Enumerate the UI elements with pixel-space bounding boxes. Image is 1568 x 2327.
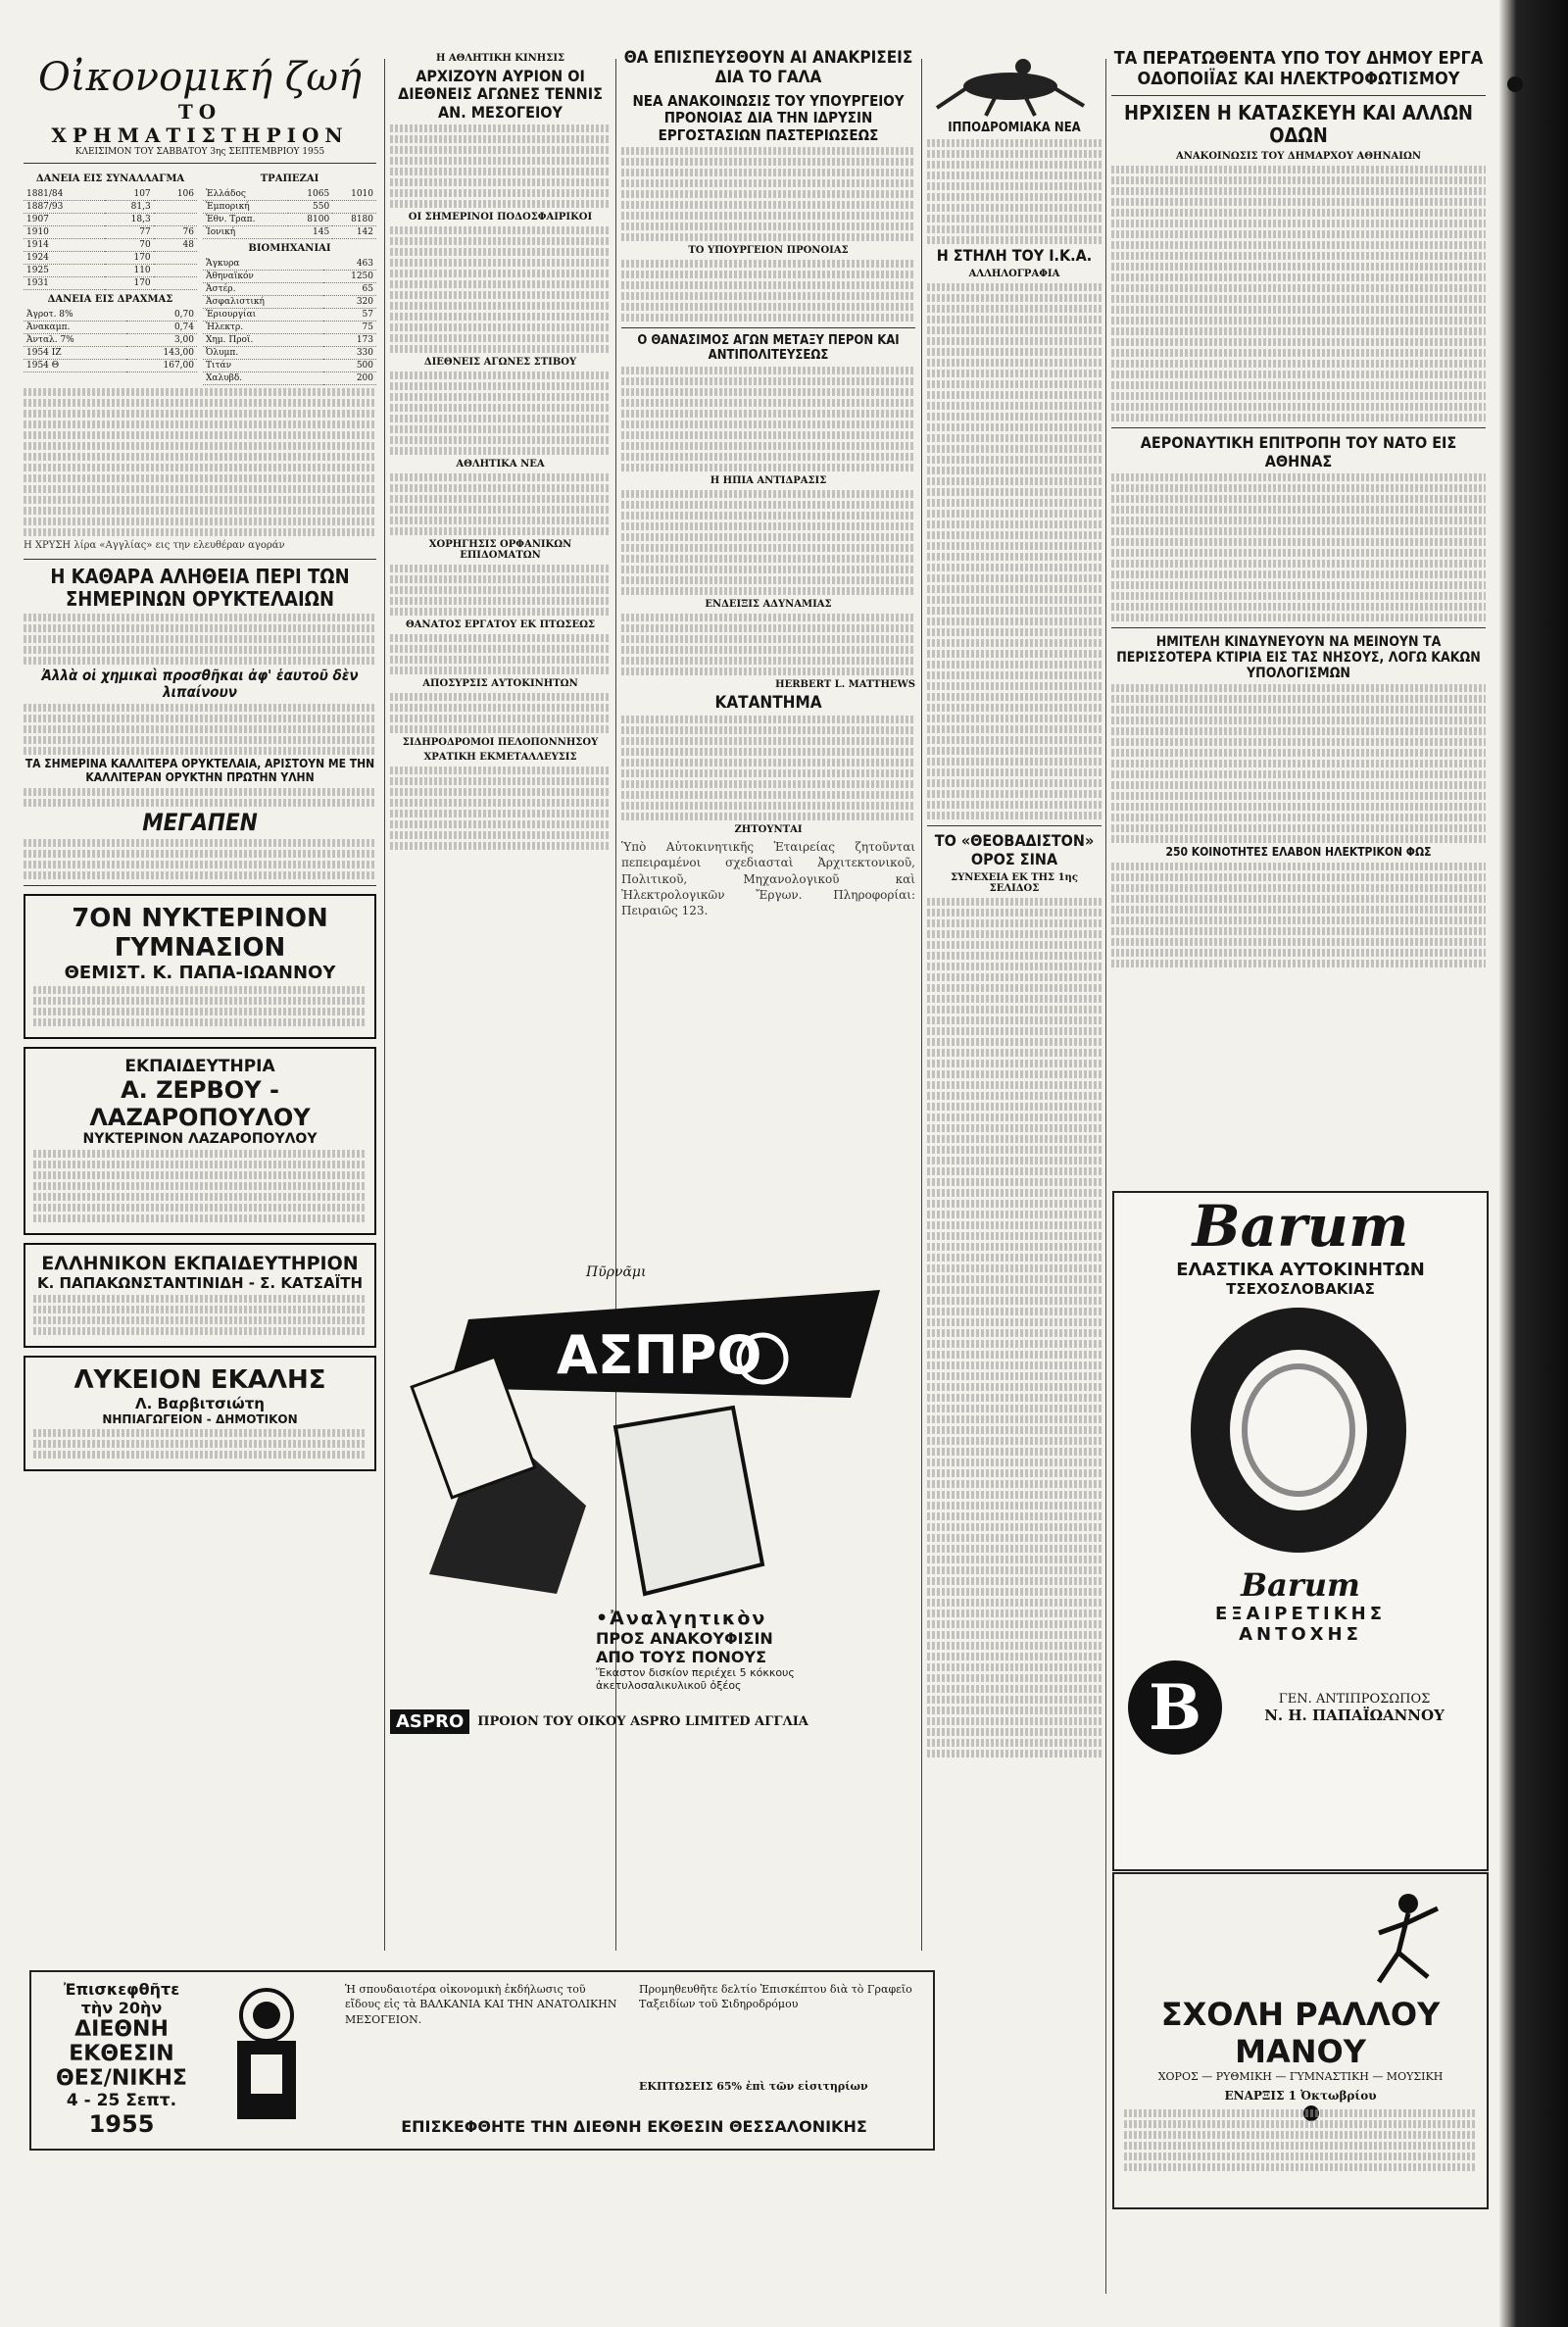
fair-line: 1955 <box>88 2110 155 2138</box>
ad-night-gym <box>24 894 376 1039</box>
barum-subtitle: ΤΣΕΧΟΣΛΟΒΑΚΙΑΣ <box>1226 1280 1375 1298</box>
ad-subtitle: ΝΥΚΤΕΡΙΝΟΝ ΛΑΖΑΡΟΠΟΥΛΟΥ <box>82 1131 318 1148</box>
aspro-line: •Ἀναλγητικὸν <box>596 1608 767 1629</box>
barum-tagline: ΑΝΤΟΧΗΣ <box>1239 1624 1362 1645</box>
article-headline: ΝΕΑ ΑΝΑΚΟΙΝΩΣΙΣ ΤΟΥ ΥΠΟΥΡΓΕΙΟΥ ΠΡΟΝΟΙΑΣ ΔΙΑ ΤΗΝ ΙΔΡΥΣΙΝ ΕΡΓΟΣΤΑΣΙΩΝ ΠΑΣΤΕΡΙΩΣΕΩΣ <box>632 92 905 144</box>
article-headline: ΘΑ ΕΠΙΣΠΕΥΣΘΟΥΝ ΑΙ ΑΝΑΚΡΙΣΕΙΣ ΔΙΑ ΤΟ ΓΑΛΑ <box>623 49 913 87</box>
article-headline: ΚΑΤΑΝΤΗΜΑ <box>714 692 822 713</box>
article-headline: Ο ΘΑΝΑΣΙΜΟΣ ΑΓΩΝ ΜΕΤΑΞΥ ΠΕΡΟΝ ΚΑΙ ΑΝΤΙΠΟΛΙΤΕΥΣΕΩΣ <box>637 332 900 363</box>
horse-rider-icon <box>927 49 1094 118</box>
fair-line: ΘΕΣ/ΝΙΚΗΣ <box>56 2066 187 2091</box>
article-subhead: ΖΗΤΟΥΝΤΑΙ <box>734 824 803 836</box>
barum-brand: Barum <box>1241 1566 1360 1604</box>
ad-title: 7ΟΝ ΝΥΚΤΕΡΙΝΟΝ ΓΥΜΝΑΣΙΟΝ <box>72 904 328 964</box>
rates-table-title: ΤΡΑΠΕΖΑΙ <box>260 173 319 184</box>
fair-line: τὴν 20ὴν <box>80 1999 163 2017</box>
page-dark-edge <box>1499 0 1568 2327</box>
barum-brand: Barum <box>1192 1193 1409 1260</box>
article-headline: ΑΡΧΙΖΟΥΝ ΑΥΡΙΟΝ ΟΙ ΔΙΕΘΝΕΙΣ ΑΓΩΝΕΣ ΤΕΝΝΙΣ ΑΝ. ΜΕΣΟΓΕΙΟΥ <box>398 67 603 122</box>
barum-tagline: ΕΞΑΙΡΕΤΙΚΗΣ <box>1214 1604 1387 1624</box>
article-subhead: ΑΠΟΣΥΡΣΙΣ ΑΥΤΟΚΙΝΗΤΩΝ <box>422 678 578 690</box>
article-headline: ΤΑ ΠΕΡΑΤΩΘΕΝΤΑ ΥΠΟ ΤΟΥ ΔΗΜΟΥ ΕΡΓΑ ΟΔΟΠΟΙΪΑΣ ΚΑΙ ΗΛΕΚΤΡΟΦΩΤΙΣΜΟΥ <box>1113 49 1484 89</box>
article-subhead: ΘΑΝΑΤΟΣ ΕΡΓΑΤΟΥ ΕΚ ΠΤΩΣΕΩΣ <box>405 619 596 631</box>
article-subhead: ΑΛΛΗΛΟΓΡΑΦΙΑ <box>968 269 1060 280</box>
ad-kicker: ΝΗΠΙΑΓΩΓΕΙΟΝ - ΔΗΜΟΤΙΚΟΝ <box>102 1412 298 1427</box>
rates-table: 1881/84 107 106 1887/93 81,3 1907 18,3 1910 77 76 1914 70 48 1924 170 1925 110 1931 170 <box>24 188 197 290</box>
binding-hole <box>1507 76 1523 92</box>
ad-subtitle: ΘΕΜΙΣΤ. Κ. ΠΑΠΑ-ΙΩΑΝΝΟΥ <box>64 963 336 984</box>
brand-logo: ΜΕΓΑΠΕΝ <box>142 808 258 836</box>
article-subhead: Ἀλλὰ οἱ χημικαὶ προσθῆκαι ἀφ' ἑαυτοῦ δὲν λιπαίνουν <box>41 666 359 701</box>
article-subhead: ΧΟΡΗΓΗΣΙΣ ΟΡΦΑΝΙΚΩΝ ΕΠΙΔΟΜΑΤΩΝ <box>428 539 572 562</box>
rates-table-title: ΔΑΝΕΙΑ ΕΙΣ ΔΡΑΧΜΑΣ <box>47 294 173 305</box>
ad-lykeion-ekalis <box>24 1356 376 1471</box>
ad-kicker: ΕΚΠΑΙΔΕΥΤΗΡΙΑ <box>124 1057 275 1077</box>
aspro-brand: ΑΣΠΡΟ <box>557 1324 762 1386</box>
fair-footer: ΕΠΙΣΚΕΦΘΗΤΕ ΤΗΝ ΔΙΕΘΝΗ ΕΚΘΕΣΙΝ ΘΕΣΣΑΛΟΝΙΚΗΣ <box>401 2117 867 2136</box>
fair-line: Ἐπισκεφθῆτε <box>63 1980 180 1999</box>
fair-advertisement <box>29 1970 935 2151</box>
wanted-notice: Ὑπὸ Αὐτοκινητικῆς Ἑταιρείας ζητοῦνται πεπειραμένοι σχεδιασταὶ Ἀρχιτεκτονικοῦ, Πολιτικοῦ, Μηχανολογικοῦ καὶ Ἠλεκτρολογικῶν Ἔργων. Πληροφορίαι: Πειραιῶς 123. <box>621 840 915 918</box>
aspro-line: ΑΠΟ ΤΟΥΣ ΠΟΝΟΥΣ <box>596 1648 767 1666</box>
rates-table: Ἑλλάδος 1065 1010 Ἐμπορική 550 Ἐθν. Τραπ. 8100 8180 Ἰονική 145 142 <box>203 188 376 239</box>
article-subhead: ΣΥΝΕΧΕΙΑ ΕΚ ΤΗΣ 1ης ΣΕΛΙΔΟΣ <box>951 872 1078 895</box>
article-headline: Η ΚΑΘΑΡΑ ΑΛΗΘΕΙΑ ΠΕΡΙ ΤΩΝ ΣΗΜΕΡΙΝΩΝ ΟΡΥΚΤΕΛΑΙΩΝ <box>50 564 350 611</box>
article-headline: Η ΣΤΗΛΗ ΤΟΥ Ι.Κ.Α. <box>936 245 1093 265</box>
aspro-advertisement <box>390 1264 909 1833</box>
byline: HERBERT L. MATTHEWS <box>775 678 915 690</box>
rates-table: Ἄγκυρα 463 Ἀθηναϊκόν 1250 Ἀστέρ. 65 Ἀσφαλιστική 320 Ἐριουργίαι 57 Ἠλεκτρ. 75 Χημ. Προϊ. 173 Ὀλυμπ. 330 Τιτάν 500 Χαλυβδ. 200 <box>203 258 376 385</box>
saint-figure-icon <box>208 1976 325 2143</box>
article-headline: 250 ΚΟΙΝΟΤΗΤΕΣ ΕΛΑΒΟΝ ΗΛΕΚΤΡΙΚΟΝ ΦΩΣ <box>1165 845 1432 860</box>
gold-text: Η ΧΡΥΣΗ λίρα «Αγγλίας» εις την ελευθέραν αγοράν <box>24 540 285 551</box>
fair-line: 4 - 25 Σεπτ. <box>66 2091 177 2110</box>
column-1 <box>24 49 376 1960</box>
barum-advertisement <box>1112 1191 1489 1871</box>
rates-table-title: ΔΑΝΕΙΑ ΕΙΣ ΣΥΝΑΛΛΑΓΜΑ <box>35 173 185 184</box>
tire-icon <box>1114 1298 1483 1562</box>
fair-bullet: ΕΚΠΤΩΣΕΙΣ 65% ἐπὶ τῶν εἰσιτηρίων <box>639 2080 868 2093</box>
column-4 <box>927 49 1102 2049</box>
article-subhead: Η ΗΠΙΑ ΑΝΤΙΔΡΑΣΙΣ <box>710 474 827 486</box>
barum-b-logo: B <box>1128 1660 1222 1755</box>
article-subhead: ΑΝΑΚΟΙΝΩΣΙΣ ΤΟΥ ΔΗΜΑΡΧΟΥ ΑΘΗΝΑΙΩΝ <box>1175 151 1422 163</box>
rallou-start: ΕΝΑΡΞΙΣ 1 Ὀκτωβρίου <box>1224 2089 1377 2103</box>
column-5 <box>1111 49 1486 1176</box>
ad-title: Α. ΖΕΡΒΟΥ - ΛΑΖΑΡΟΠΟΥΛΟΥ <box>89 1076 311 1132</box>
article-subhead: ΧΡΑΤΙΚΗ ΕΚΜΕΤΑΛΛΕΥΣΙΣ <box>423 752 577 764</box>
article-headline: ΗΜΙΤΕΛΗ ΚΙΝΔΥΝΕΥΟΥΝ ΝΑ ΜΕΙΝΟΥΝ ΤΑ ΠΕΡΙΣΣΟΤΕΡΑ ΚΤΙΡΙΑ ΕΙΣ ΤΑΣ ΝΗΣΟΥΣ, ΛΟΓΩ ΚΑΚΩΝ ΥΠΟΛΟΓΙΣΜΩΝ <box>1116 634 1481 682</box>
aspro-illustration <box>390 1280 909 1604</box>
rates-table-title: ΒΙΟΜΗΧΑΝΙΑΙ <box>248 243 331 254</box>
aspro-footer: ΠΡΟΙΟΝ ΤΟΥ ΟΙΚΟΥ ASPRO LIMITED ΑΓΓΛΙΑ <box>477 1714 808 1729</box>
column-2 <box>390 49 611 1255</box>
column-rule <box>384 59 385 1951</box>
rates-table: Ἀγροτ. 8% 0,70 Ἀνακαμπ. 0,74 Ἀνταλ. 7% 3,00 1954 ΙΖ 143,00 1954 Θ 167,00 <box>24 309 197 372</box>
rallou-title: ΣΧΟΛΗ ΡΑΛΛΟΥ ΜΑΝΟΥ <box>1160 1996 1441 2070</box>
ad-school-zervou <box>24 1047 376 1235</box>
article-headline: ΙΠΠΟΔΡΟΜΙΑΚΑ ΝΕΑ <box>948 121 1081 135</box>
rates-tables <box>24 170 376 385</box>
column-rule <box>1105 59 1106 2294</box>
barum-subtitle: ΕΛΑΣΤΙΚΑ ΑΥΤΟΚΙΝΗΤΩΝ <box>1176 1260 1425 1280</box>
fair-line: ΔΙΕΘΝΗ <box>74 2017 169 2042</box>
barum-distributor: ΓΕΝ. ΑΝΤΙΠΡΟΣΩΠΟΣ <box>1278 1691 1431 1707</box>
dateline: ΚΛΕΙΣΙΜΟΝ ΤΟΥ ΣΑΒΒΑΤΟΥ 3ης ΣΕΠΤΕΜΒΡΙΟΥ 1955 <box>74 147 325 157</box>
section-subtitle: ΤΟ ΧΡΗΜΑΤΙΣΤΗΡΙΟΝ <box>51 100 349 147</box>
aspro-line: ΠΡΟΣ ΑΝΑΚΟΥΦΙΣΙΝ <box>596 1629 773 1648</box>
promo-text: ΤΑ ΣΗΜΕΡΙΝΑ ΚΑΛΛΙΤΕΡΑ ΟΡΥΚΤΕΛΑΙΑ, ΑΡΙΣΤΟΥΝ ΜΕ ΤΗΝ ΚΑΛΛΙΤΕΡΑΝ ΟΡΥΚΤΗΝ ΠΡΩΤΗΝ ΥΛΗΝ <box>24 757 375 784</box>
ad-subtitle: Κ. ΠΑΠΑΚΩΝΣΤΑΝΤΙΝΙΔΗ - Σ. ΚΑΤΣΑΪΤΗ <box>36 1274 364 1293</box>
section-kicker: Η ΑΘΛΗΤΙΚΗ ΚΙΝΗΣΙΣ <box>435 53 565 64</box>
article-headline: ΑΕΡΟΝΑΥΤΙΚΗ ΕΠΙΤΡΟΠΗ ΤΟΥ ΝΑΤΟ ΕΙΣ ΑΘΗΝΑΣ <box>1140 433 1457 470</box>
rallou-subtitle: ΧΟΡΟΣ — ΡΥΘΜΙΚΗ — ΓΥΜΝΑΣΤΙΚΗ — ΜΟΥΣΙΚΗ <box>1157 2070 1444 2083</box>
ad-title: ΛΥΚΕΙΟΝ ΕΚΑΛΗΣ <box>74 1365 326 1396</box>
ad-school-papakonstantinidi <box>24 1243 376 1348</box>
fair-line: ΕΚΘΕΣΙΝ <box>69 2042 174 2066</box>
fair-bullet: Ἡ σπουδαιοτέρα οἰκονομικὴ ἐκδήλωσις τοῦ εἴδους εἰς τὰ ΒΑΛΚΑΝΙΑ ΚΑΙ ΤΗΝ ΑΝΑΤΟΛΙΚΗΝ ΜΕΣΟΓΕΙΟΝ. <box>345 1983 617 2026</box>
article-subhead: ΑΘΛΗΤΙΚΑ ΝΕΑ <box>456 459 545 470</box>
section-title: Οἰκονομική ζωή <box>37 55 363 100</box>
article-subhead: ΟΙ ΣΗΜΕΡΙΝΟΙ ΠΟΔΟΣΦΑΙΡΙΚΟΙ <box>408 212 593 223</box>
ad-title: ΕΛΛΗΝΙΚΟΝ ΕΚΠΑΙΔΕΥΤΗΡΙΟΝ <box>41 1253 359 1275</box>
article-subhead: ΤΟ ΥΠΟΥΡΓΕΙΟΝ ΠΡΟΝΟΙΑΣ <box>688 244 849 256</box>
fair-bullet: Προμηθευθῆτε δελτίο Ἐπισκέπτου διὰ τὸ Γραφεῖο Ταξειδίων τοῦ Σιδηροδρόμου <box>639 1983 912 2011</box>
column-3 <box>621 49 915 1255</box>
rallou-manou-advertisement <box>1112 1872 1489 2209</box>
article-subhead: ΕΝΔΕΙΞΙΣ ΑΔΥΝΑΜΙΑΣ <box>705 598 832 610</box>
ad-label: Πῦρνᾶμι <box>586 1264 647 1280</box>
ad-subtitle: Λ. Βαρβιτσιώτη <box>135 1395 265 1413</box>
barum-distributor: Ν. Η. ΠΑΠΑΪΩΑΝΝΟΥ <box>1264 1706 1445 1724</box>
aspro-detail: Ἕκαστον δισκίον περιέχει 5 κόκκους ἀκετυλοσαλικυλικοῦ ὀξέος <box>596 1666 795 1692</box>
article-headline: ΤΟ «ΘΕΟΒΑΔΙΣΤΟΝ» ΟΡΟΣ ΣΙΝΑ <box>934 831 1095 868</box>
column-rule <box>921 59 922 1951</box>
article-subhead: ΣΙΔΗΡΟΔΡΟΜΟΙ ΠΕΛΟΠΟΝΝΗΣΟΥ <box>402 737 599 749</box>
article-headline: ΗΡΧΙΣΕΝ Η ΚΑΤΑΣΚΕΥΗ ΚΑΙ ΑΛΛΩΝ ΟΔΩΝ <box>1124 101 1473 148</box>
article-subhead: ΔΙΕΘΝΕΙΣ ΑΓΩΝΕΣ ΣΤΙΒΟΥ <box>423 357 577 369</box>
aspro-logo: ASPRO <box>390 1709 469 1734</box>
dancer-icon <box>1114 1874 1483 1992</box>
